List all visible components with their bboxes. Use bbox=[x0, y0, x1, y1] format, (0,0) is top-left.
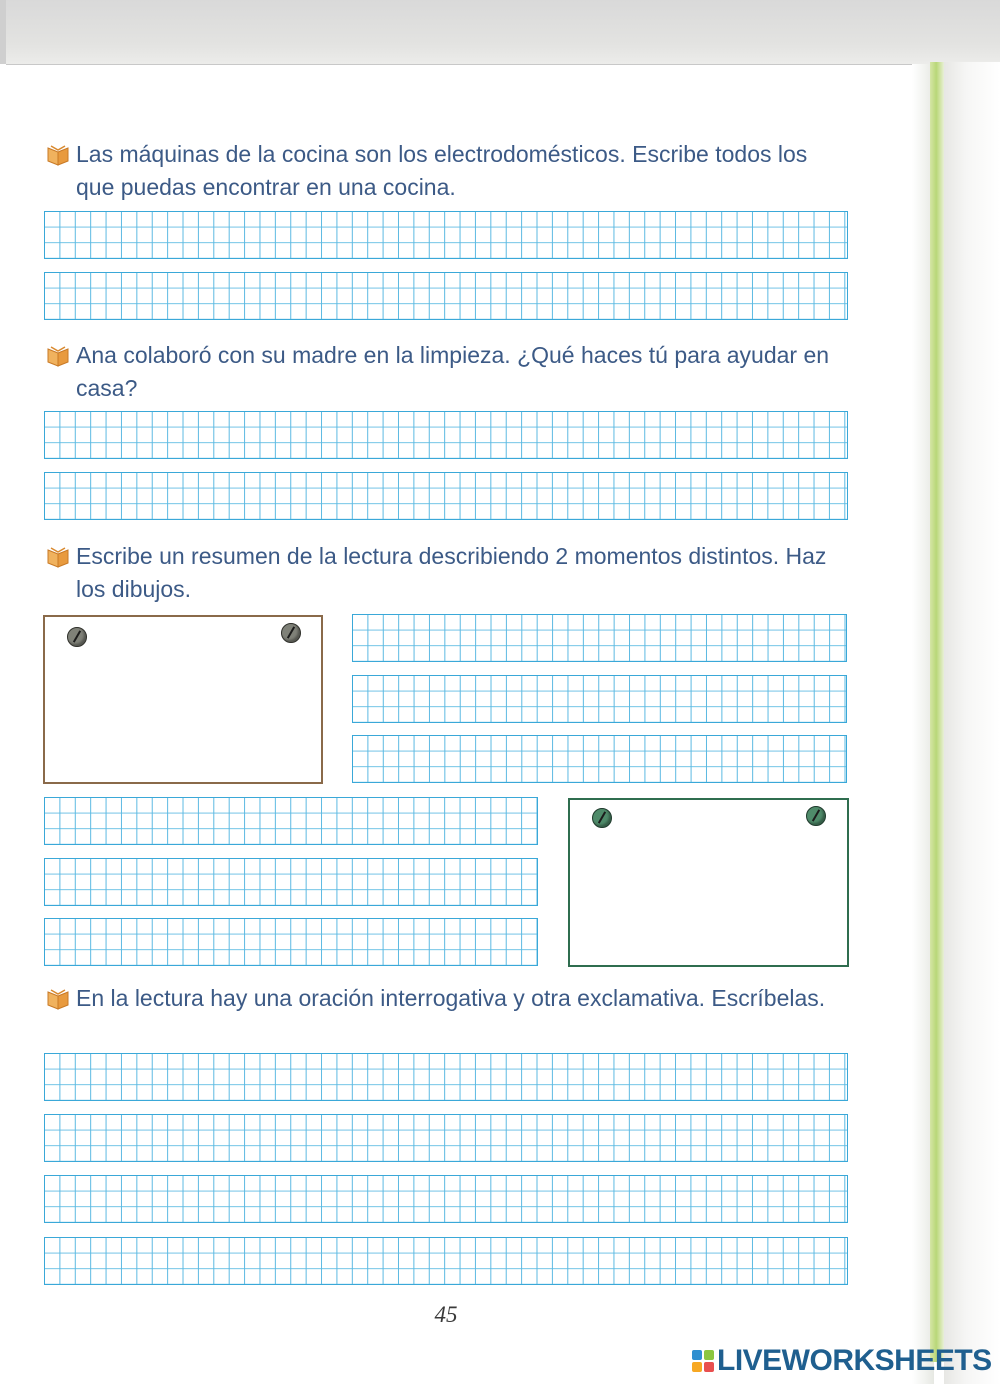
page-number: 45 bbox=[434, 1302, 458, 1327]
writing-grid-3-6[interactable] bbox=[44, 918, 538, 966]
writing-grid-2-1[interactable] bbox=[44, 411, 848, 459]
watermark-text: LIVEWORKSHEETS bbox=[717, 1344, 992, 1377]
writing-grid-3-1[interactable] bbox=[352, 614, 847, 662]
page-shadow bbox=[944, 62, 1000, 1384]
writing-grid-4-1[interactable] bbox=[44, 1053, 848, 1101]
exercise-2-text: Ana colaboró con su madre en la limpieza. ¿Qué haces tú para ayudar en casa? bbox=[76, 342, 830, 401]
exercise-1-instruction bbox=[46, 138, 852, 204]
writing-grid-1-1[interactable] bbox=[44, 211, 848, 259]
exercise-3-text: Escribe un resumen de la lectura describiendo 2 momentos distintos. Haz los dibujos. bbox=[76, 543, 827, 602]
writing-grid-3-2[interactable] bbox=[352, 675, 847, 723]
writing-grid-4-3[interactable] bbox=[44, 1175, 848, 1223]
exercise-1-text: Las máquinas de la cocina son los electrodomésticos. Escribe todos los que puedas encontrar en una cocina. bbox=[76, 141, 808, 200]
book-bullet-icon bbox=[46, 345, 70, 367]
scan-edge bbox=[0, 0, 6, 64]
exercise-3-instruction bbox=[46, 540, 852, 606]
writing-grid-3-4[interactable] bbox=[44, 797, 538, 845]
pushpin-icon bbox=[806, 806, 826, 826]
pushpin-icon bbox=[281, 623, 301, 643]
pushpin-icon bbox=[67, 627, 87, 647]
writing-grid-2-2[interactable] bbox=[44, 472, 848, 520]
writing-grid-3-5[interactable] bbox=[44, 858, 538, 906]
book-bullet-icon bbox=[46, 144, 70, 166]
pushpin-icon bbox=[592, 808, 612, 828]
drawing-box-2[interactable] bbox=[568, 798, 849, 967]
book-bullet-icon bbox=[46, 988, 70, 1010]
page-stack-edge bbox=[930, 62, 944, 1362]
liveworksheets-logo-icon bbox=[692, 1350, 714, 1372]
scan-background bbox=[0, 0, 1000, 64]
exercise-4-instruction bbox=[46, 982, 852, 1015]
writing-grid-1-2[interactable] bbox=[44, 272, 848, 320]
writing-grid-3-3[interactable] bbox=[352, 735, 847, 783]
exercise-4-text: En la lectura hay una oración interrogativa y otra exclamativa. Escríbelas. bbox=[76, 985, 826, 1011]
exercise-2-instruction bbox=[46, 339, 852, 405]
book-bullet-icon bbox=[46, 546, 70, 568]
liveworksheets-watermark bbox=[692, 1346, 992, 1376]
writing-grid-4-2[interactable] bbox=[44, 1114, 848, 1162]
writing-grid-4-4[interactable] bbox=[44, 1237, 848, 1285]
drawing-box-1[interactable] bbox=[43, 615, 323, 784]
